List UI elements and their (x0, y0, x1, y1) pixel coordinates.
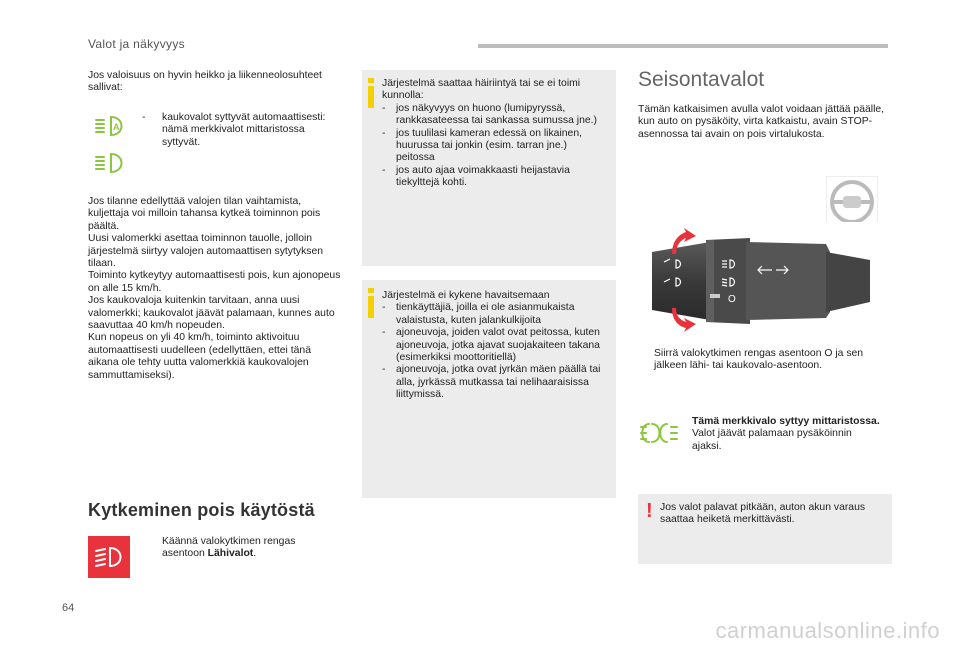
paragraph-line: Uusi valomerkki asettaa toiminnon tauolle, jolloin järjestelmä siirtyy valojen automaattisen sytytyksen tilaan. (88, 233, 324, 270)
list-item: - jos auto ajaa voimakkaasti heijastavia tiekylttejä kohti. (382, 164, 570, 189)
box2-intro: Järjestelmä ei kykene havaitsemaan (382, 290, 550, 301)
bullet-dash: - (142, 112, 146, 123)
warning-text: Jos valot palavat pitkään, auton akun varaus saattaa heiketä merkittävästi. (660, 502, 866, 526)
info-icon (368, 78, 374, 108)
paragraph-line: Jos kaukovaloja kuitenkin tarvitaan, anna uusi valomerkki; kaukovalot jäävät palamaan, kunnes auto saavuttaa 40 km/h nopeuden. (88, 295, 335, 332)
dipped-beam-box (88, 536, 130, 578)
list-item: - ajoneuvoja, jotka ovat jyrkän mäen päällä tai alla, jyrkässä mutkassa tai nelihaaraisissa liittymissä. (382, 364, 601, 401)
col1-bullet (142, 112, 342, 149)
parking-intro: Tämän katkaisimen avulla valot voidaan jättää päälle, kun auto on pysäköity, virta katkaistu, avain STOP-asennossa tai avain on pois virtalukosta. (638, 104, 885, 140)
off-heading: Kytkeminen pois käytöstä (88, 500, 315, 520)
steering-wheel-icon (826, 176, 878, 228)
indicator-text: Valot jäävät palamaan pysäköinnin ajaksi. (692, 428, 852, 452)
list-item: - tienkäyttäjiä, joilla ei ole asianmukaista valaistusta, kuten jalankulkijoita (382, 302, 575, 326)
info-icon (368, 288, 374, 318)
watermark: carmanualsonline.info (715, 618, 940, 643)
warning-box (638, 494, 892, 564)
svg-text:A: A (113, 122, 120, 132)
indicator-bold-text: Tämä merkkivalo syttyy mittaristossa. (692, 416, 880, 427)
indicator-description (692, 416, 882, 453)
parking-instruction (638, 348, 888, 373)
list-item: - jos tuulilasi kameran edessä on likainen, huurussa tai jonkin (esim. tarran jne.) peitossa (382, 127, 582, 164)
box1-intro: Järjestelmä saattaa häiriintyä tai se ei toimi kunnolla: (382, 78, 581, 102)
dipped-beam-icon (88, 536, 130, 578)
off-text-prefix: Käännä valokytkimen rengas asentoon (162, 536, 296, 560)
paragraph-line: Jos tilanne edellyttää valojen tilan vaihtamista, kuljettaja voi milloin tahansa kytkeä toiminnon pois päältä. (88, 196, 321, 232)
paragraph-line: Toiminto kytkeytyy automaattisesti pois, kun ajonopeus on alle 15 km/h. (88, 270, 341, 294)
off-instruction (148, 536, 338, 561)
off-text-suffix: . (253, 548, 257, 560)
light-stalk-illustration (640, 222, 890, 340)
list-item: - jos näkyvyys on huono (lumipyryssä, rankkasateessa tai sankassa sumussa jne.) (382, 102, 597, 127)
col1-intro: Jos valoisuus on hyvin heikko ja liikenneolosuhteet sallivat: (88, 70, 322, 94)
header-rule (478, 44, 888, 48)
auto-high-beam-icon (94, 115, 128, 137)
section-title: Valot ja näkyvyys (88, 37, 185, 51)
info-box-2 (362, 280, 616, 498)
page-number: 64 (62, 602, 75, 614)
list-item: - ajoneuvoja, joiden valot ovat peitossa, kuten ajoneuvoja, jotka ajavat suojakaiteen takana (esimerkiksi moottoritiellä) (382, 327, 600, 364)
stalk-o-label: O (728, 294, 736, 305)
info-box-1 (362, 70, 616, 266)
col1-paragraph (88, 196, 344, 382)
instruction-text: Siirrä valokytkimen rengas asentoon O ja sen jälkeen lähi- tai kaukovalo-asentoon. (654, 348, 864, 372)
parking-lights-heading: Seisontavalot (638, 68, 765, 91)
paragraph-line: Kun nopeus on yli 40 km/h, toiminto aktivoituu automaattisesti uudelleen (edellyttäen, ettei tänä aikana ole tehty uutta valomerkkiä kaukovalojen sammuttamiseksi). (88, 332, 311, 381)
high-beam-icon (94, 152, 128, 174)
warning-icon: ! (646, 500, 653, 522)
bullet-text: kaukovalot syttyvät automaattisesti: nämä merkkivalot mittaristossa syttyvät. (162, 112, 326, 148)
off-text-bold: Lähivalot (207, 548, 254, 560)
parking-light-indicator-icon (640, 422, 680, 444)
